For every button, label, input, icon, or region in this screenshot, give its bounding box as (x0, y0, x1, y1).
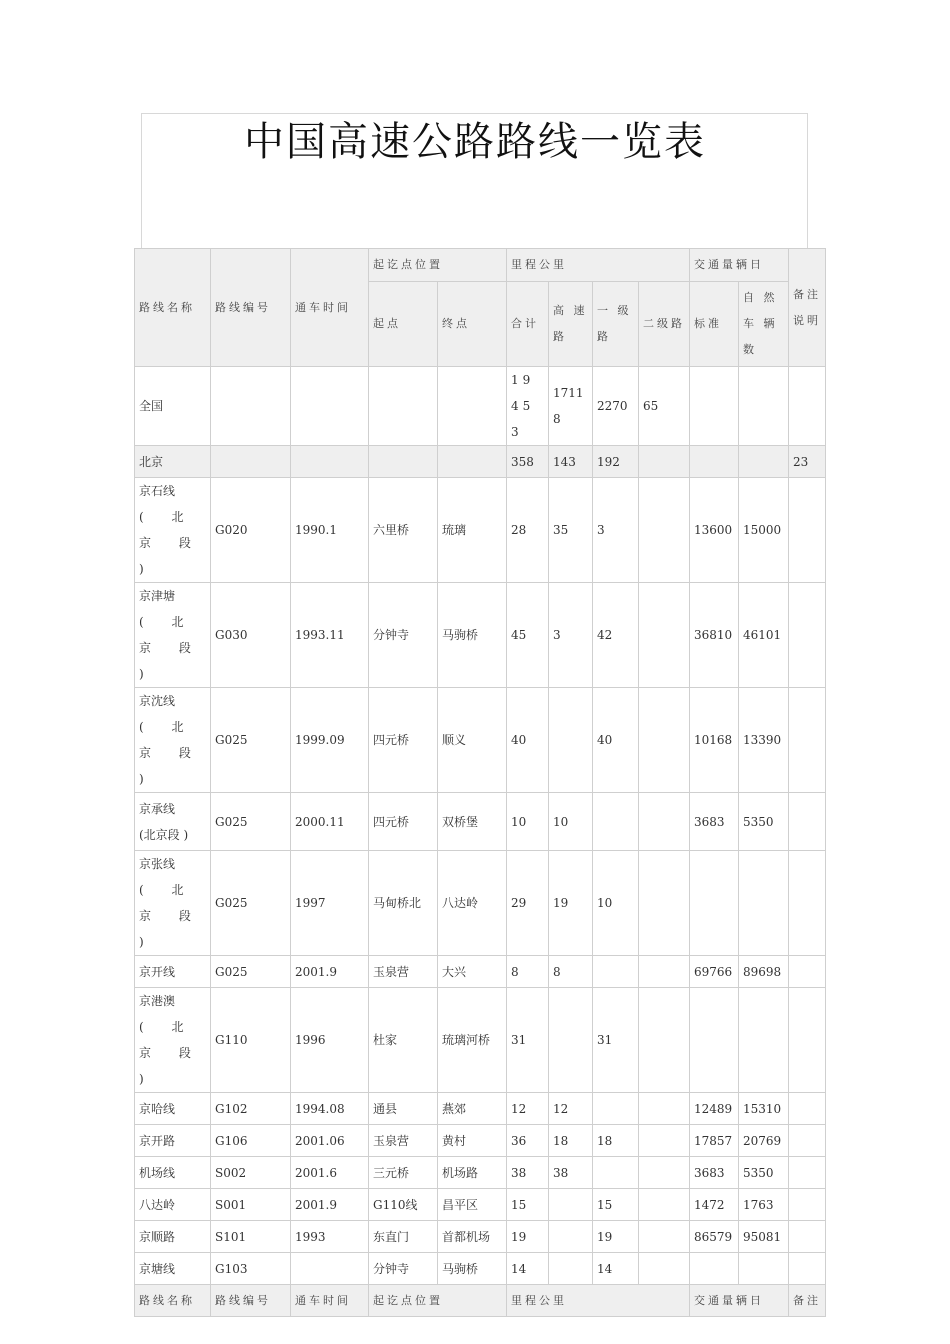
footer-route-name: 路线名称 (135, 1285, 211, 1317)
col-c-cell (639, 793, 690, 851)
std-cell: 36810 (690, 583, 739, 688)
sub-summary-label: 北京 (135, 446, 211, 478)
route-name-cell: 京津塘 ( 北 京 段 ) (135, 583, 211, 688)
route-name-cell: 京港澳 ( 北 京 段 ) (135, 988, 211, 1093)
std-cell: 86579 (690, 1221, 739, 1253)
col-c-cell (639, 1221, 690, 1253)
col-a-cell: 8 (549, 956, 593, 988)
open-time-cell: 2000.11 (291, 793, 369, 851)
std-cell: 10168 (690, 688, 739, 793)
start-cell: G110线 (369, 1189, 438, 1221)
header-start: 起点 (369, 282, 438, 367)
route-name-cell: 京顺路 (135, 1221, 211, 1253)
total-cell: 29 (507, 851, 549, 956)
nat-cell: 5350 (739, 1157, 789, 1189)
start-cell: 玉泉营 (369, 956, 438, 988)
end-cell: 马驹桥 (438, 1253, 507, 1285)
end-cell: 顺义 (438, 688, 507, 793)
nat-cell: 1763 (739, 1189, 789, 1221)
table-row (135, 956, 826, 988)
start-cell: 东直门 (369, 1221, 438, 1253)
route-name-cell: 京张线 ( 北 京 段 ) (135, 851, 211, 956)
header-col-a: 高 速 路 (549, 282, 593, 367)
col-a-cell: 3 (549, 583, 593, 688)
col-c-cell (639, 1189, 690, 1221)
route-code-cell: G025 (211, 851, 291, 956)
route-name-cell: 京沈线 ( 北 京 段 ) (135, 688, 211, 793)
col-c-cell (639, 1125, 690, 1157)
col-b-cell (593, 956, 639, 988)
route-code-cell: G025 (211, 956, 291, 988)
table-row (135, 1189, 826, 1221)
nat-cell: 89698 (739, 956, 789, 988)
total-cell: 28 (507, 478, 549, 583)
sub-summary-a: 143 (549, 446, 593, 478)
col-a-cell: 10 (549, 793, 593, 851)
header-route-code: 路线编号 (211, 249, 291, 367)
open-time-cell: 1994.08 (291, 1093, 369, 1125)
route-name-cell: 京石线 ( 北 京 段 ) (135, 478, 211, 583)
footer-route-code: 路线编号 (211, 1285, 291, 1317)
total-cell: 10 (507, 793, 549, 851)
col-a-cell: 12 (549, 1093, 593, 1125)
footer-open-time: 通车时间 (291, 1285, 369, 1317)
nat-cell: 46101 (739, 583, 789, 688)
nat-cell: 15310 (739, 1093, 789, 1125)
std-cell: 3683 (690, 793, 739, 851)
col-c-cell (639, 583, 690, 688)
route-name-cell: 八达岭 (135, 1189, 211, 1221)
footer-note: 备注 (789, 1285, 826, 1317)
col-a-cell (549, 1189, 593, 1221)
table-row (135, 1093, 826, 1125)
total-cell: 31 (507, 988, 549, 1093)
table-row (135, 1221, 826, 1253)
nat-cell (739, 851, 789, 956)
open-time-cell: 1999.09 (291, 688, 369, 793)
col-c-cell (639, 988, 690, 1093)
col-b-cell: 40 (593, 688, 639, 793)
total-cell: 38 (507, 1157, 549, 1189)
table-row (135, 1157, 826, 1189)
nat-cell: 20769 (739, 1125, 789, 1157)
end-cell: 燕郊 (438, 1093, 507, 1125)
route-code-cell: G103 (211, 1253, 291, 1285)
end-cell: 大兴 (438, 956, 507, 988)
std-cell (690, 851, 739, 956)
end-cell: 双桥堡 (438, 793, 507, 851)
end-cell: 昌平区 (438, 1189, 507, 1221)
route-code-cell: S002 (211, 1157, 291, 1189)
header-traffic: 交通量辆日 (690, 249, 789, 282)
end-cell: 首都机场 (438, 1221, 507, 1253)
table-row (135, 851, 826, 956)
route-name-cell: 京哈线 (135, 1093, 211, 1125)
end-cell: 琉璃 (438, 478, 507, 583)
open-time-cell: 2001.6 (291, 1157, 369, 1189)
header-total: 合计 (507, 282, 549, 367)
route-code-cell: S101 (211, 1221, 291, 1253)
header-end: 终点 (438, 282, 507, 367)
std-cell: 13600 (690, 478, 739, 583)
summary-row (135, 367, 826, 446)
col-c-cell (639, 956, 690, 988)
open-time-cell: 1990.1 (291, 478, 369, 583)
std-cell: 69766 (690, 956, 739, 988)
summary-a: 17118 (549, 367, 593, 446)
route-name-cell: 京塘线 (135, 1253, 211, 1285)
col-c-cell (639, 688, 690, 793)
route-code-cell: G030 (211, 583, 291, 688)
start-cell: 分钟寺 (369, 583, 438, 688)
col-c-cell (639, 1093, 690, 1125)
col-b-cell: 10 (593, 851, 639, 956)
total-cell: 8 (507, 956, 549, 988)
table-row (135, 1125, 826, 1157)
summary-label: 全国 (135, 367, 211, 446)
nat-cell: 95081 (739, 1221, 789, 1253)
col-b-cell (593, 793, 639, 851)
start-cell: 四元桥 (369, 793, 438, 851)
col-a-cell (549, 1253, 593, 1285)
std-cell (690, 1253, 739, 1285)
header-start-end: 起讫点位置 (369, 249, 507, 282)
footer-traffic: 交通量辆日 (690, 1285, 789, 1317)
route-code-cell: G110 (211, 988, 291, 1093)
sub-summary-note: 23 (789, 446, 826, 478)
col-b-cell (593, 1157, 639, 1189)
header-open-time: 通车时间 (291, 249, 369, 367)
end-cell: 机场路 (438, 1157, 507, 1189)
col-a-cell: 35 (549, 478, 593, 583)
header-col-c: 二级路 (639, 282, 690, 367)
open-time-cell: 1997 (291, 851, 369, 956)
total-cell: 12 (507, 1093, 549, 1125)
table-row (135, 478, 826, 583)
total-cell: 45 (507, 583, 549, 688)
sub-summary-total: 358 (507, 446, 549, 478)
col-c-cell (639, 478, 690, 583)
header-traffic-a: 标准 (690, 282, 739, 367)
footer-start-end: 起讫点位置 (369, 1285, 507, 1317)
col-b-cell: 31 (593, 988, 639, 1093)
col-a-cell: 38 (549, 1157, 593, 1189)
col-c-cell (639, 1157, 690, 1189)
route-name-cell: 机场线 (135, 1157, 211, 1189)
total-cell: 36 (507, 1125, 549, 1157)
col-a-cell: 18 (549, 1125, 593, 1157)
col-a-cell: 19 (549, 851, 593, 956)
highway-table (134, 248, 826, 1317)
total-cell: 14 (507, 1253, 549, 1285)
route-code-cell: G106 (211, 1125, 291, 1157)
table-row (135, 988, 826, 1093)
header-traffic-b: 自 然 车 辆 数 (739, 282, 789, 367)
end-cell: 黄村 (438, 1125, 507, 1157)
route-code-cell: G025 (211, 688, 291, 793)
open-time-cell: 1993.11 (291, 583, 369, 688)
nat-cell: 15000 (739, 478, 789, 583)
start-cell: 通县 (369, 1093, 438, 1125)
col-b-cell: 15 (593, 1189, 639, 1221)
std-cell (690, 988, 739, 1093)
col-c-cell (639, 1253, 690, 1285)
header-row-1 (135, 249, 826, 282)
header-mileage: 里程公里 (507, 249, 690, 282)
start-cell: 六里桥 (369, 478, 438, 583)
table-row (135, 688, 826, 793)
open-time-cell: 1993 (291, 1221, 369, 1253)
footer-header-row (135, 1285, 826, 1317)
std-cell: 17857 (690, 1125, 739, 1157)
route-name-cell: 京承线 (北京段 ) (135, 793, 211, 851)
summary-c: 65 (639, 367, 690, 446)
col-a-cell (549, 688, 593, 793)
header-note: 备注 说明 (789, 249, 826, 367)
open-time-cell: 2001.9 (291, 1189, 369, 1221)
std-cell: 12489 (690, 1093, 739, 1125)
header-col-b: 一 级 路 (593, 282, 639, 367)
table-row (135, 793, 826, 851)
std-cell: 3683 (690, 1157, 739, 1189)
header-route-name: 路线名称 (135, 249, 211, 367)
route-code-cell: G025 (211, 793, 291, 851)
start-cell: 玉泉营 (369, 1125, 438, 1157)
col-b-cell: 42 (593, 583, 639, 688)
end-cell: 琉璃河桥 (438, 988, 507, 1093)
col-c-cell (639, 851, 690, 956)
page-title: 中国高速公路路线一览表 (244, 119, 706, 165)
col-b-cell: 3 (593, 478, 639, 583)
summary-b: 2270 (593, 367, 639, 446)
open-time-cell: 1996 (291, 988, 369, 1093)
col-b-cell: 19 (593, 1221, 639, 1253)
total-cell: 19 (507, 1221, 549, 1253)
nat-cell (739, 988, 789, 1093)
start-cell: 分钟寺 (369, 1253, 438, 1285)
nat-cell: 5350 (739, 793, 789, 851)
col-b-cell: 18 (593, 1125, 639, 1157)
total-cell: 40 (507, 688, 549, 793)
start-cell: 马甸桥北 (369, 851, 438, 956)
nat-cell (739, 1253, 789, 1285)
nat-cell: 13390 (739, 688, 789, 793)
std-cell: 1472 (690, 1189, 739, 1221)
route-name-cell: 京开路 (135, 1125, 211, 1157)
start-cell: 杜家 (369, 988, 438, 1093)
start-cell: 四元桥 (369, 688, 438, 793)
col-b-cell: 14 (593, 1253, 639, 1285)
end-cell: 马驹桥 (438, 583, 507, 688)
table-row (135, 583, 826, 688)
end-cell: 八达岭 (438, 851, 507, 956)
summary-total: 19453 (507, 367, 549, 446)
col-a-cell (549, 1221, 593, 1253)
col-b-cell (593, 1093, 639, 1125)
route-code-cell: G102 (211, 1093, 291, 1125)
open-time-cell: 2001.9 (291, 956, 369, 988)
start-cell: 三元桥 (369, 1157, 438, 1189)
table-row (135, 1253, 826, 1285)
route-name-cell: 京开线 (135, 956, 211, 988)
sub-summary-row (135, 446, 826, 478)
route-code-cell: S001 (211, 1189, 291, 1221)
sub-summary-b: 192 (593, 446, 639, 478)
open-time-cell: 2001.06 (291, 1125, 369, 1157)
open-time-cell (291, 1253, 369, 1285)
footer-mileage: 里程公里 (507, 1285, 690, 1317)
route-code-cell: G020 (211, 478, 291, 583)
total-cell: 15 (507, 1189, 549, 1221)
col-a-cell (549, 988, 593, 1093)
